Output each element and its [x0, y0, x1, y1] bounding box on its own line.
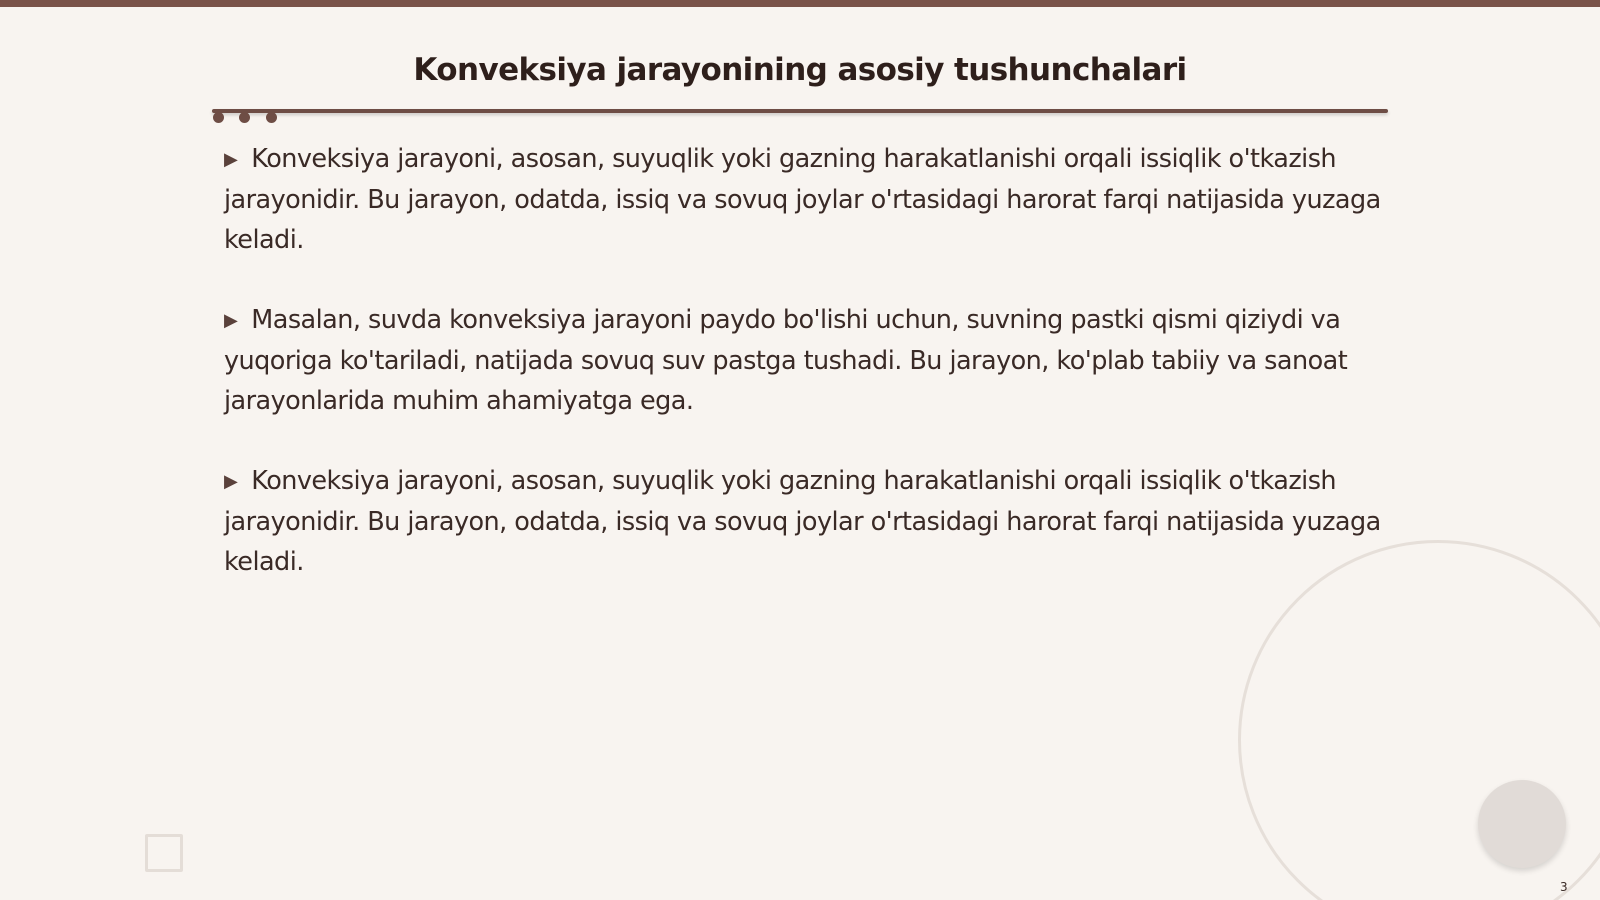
decor-circle-filled: [1478, 780, 1566, 868]
slide-title: Konveksiya jarayonining asosiy tushunchalari: [413, 52, 1187, 88]
decor-dot: [213, 112, 224, 123]
decor-square-outline: [145, 834, 183, 872]
content-area: [224, 139, 1384, 622]
paragraph-text: Konveksiya jarayoni, asosan, suyuqlik yoki gazning harakatlanishi orqali issiqlik o'tkazish jarayonidir. Bu jarayon, odatda, issiq va sovuq joylar o'rtasidagi harorat farqi natijasida yuzaga keladi.: [224, 144, 1381, 255]
bullet-arrow-icon: ▶: [224, 149, 238, 170]
paragraph-text: Konveksiya jarayoni, asosan, suyuqlik yoki gazning harakatlanishi orqali issiqlik o'tkazish jarayonidir. Bu jarayon, odatda, issiq va sovuq joylar o'rtasidagi harorat farqi natijasida yuzaga keladi.: [224, 466, 1381, 577]
paragraph-text: Masalan, suvda konveksiya jarayoni paydo bo'lishi uchun, suvning pastki qismi qiziydi va yuqoriga ko'tariladi, natijada sovuq suv pastga tushadi. Bu jarayon, ko'plab tabiiy va sanoat jarayonlarida muhim ahamiyatga ega.: [224, 305, 1348, 416]
page-number: 3: [1560, 880, 1568, 894]
bullet-arrow-icon: ▶: [224, 310, 238, 331]
bullet-paragraph-3: [224, 461, 1384, 582]
bullet-paragraph-2: [224, 300, 1384, 421]
top-accent-bar: [0, 0, 1600, 7]
decor-dot: [266, 112, 277, 123]
bullet-arrow-icon: ▶: [224, 471, 238, 492]
title-underline: [212, 109, 1388, 113]
bullet-paragraph-1: [224, 139, 1384, 260]
decor-dot: [239, 112, 250, 123]
